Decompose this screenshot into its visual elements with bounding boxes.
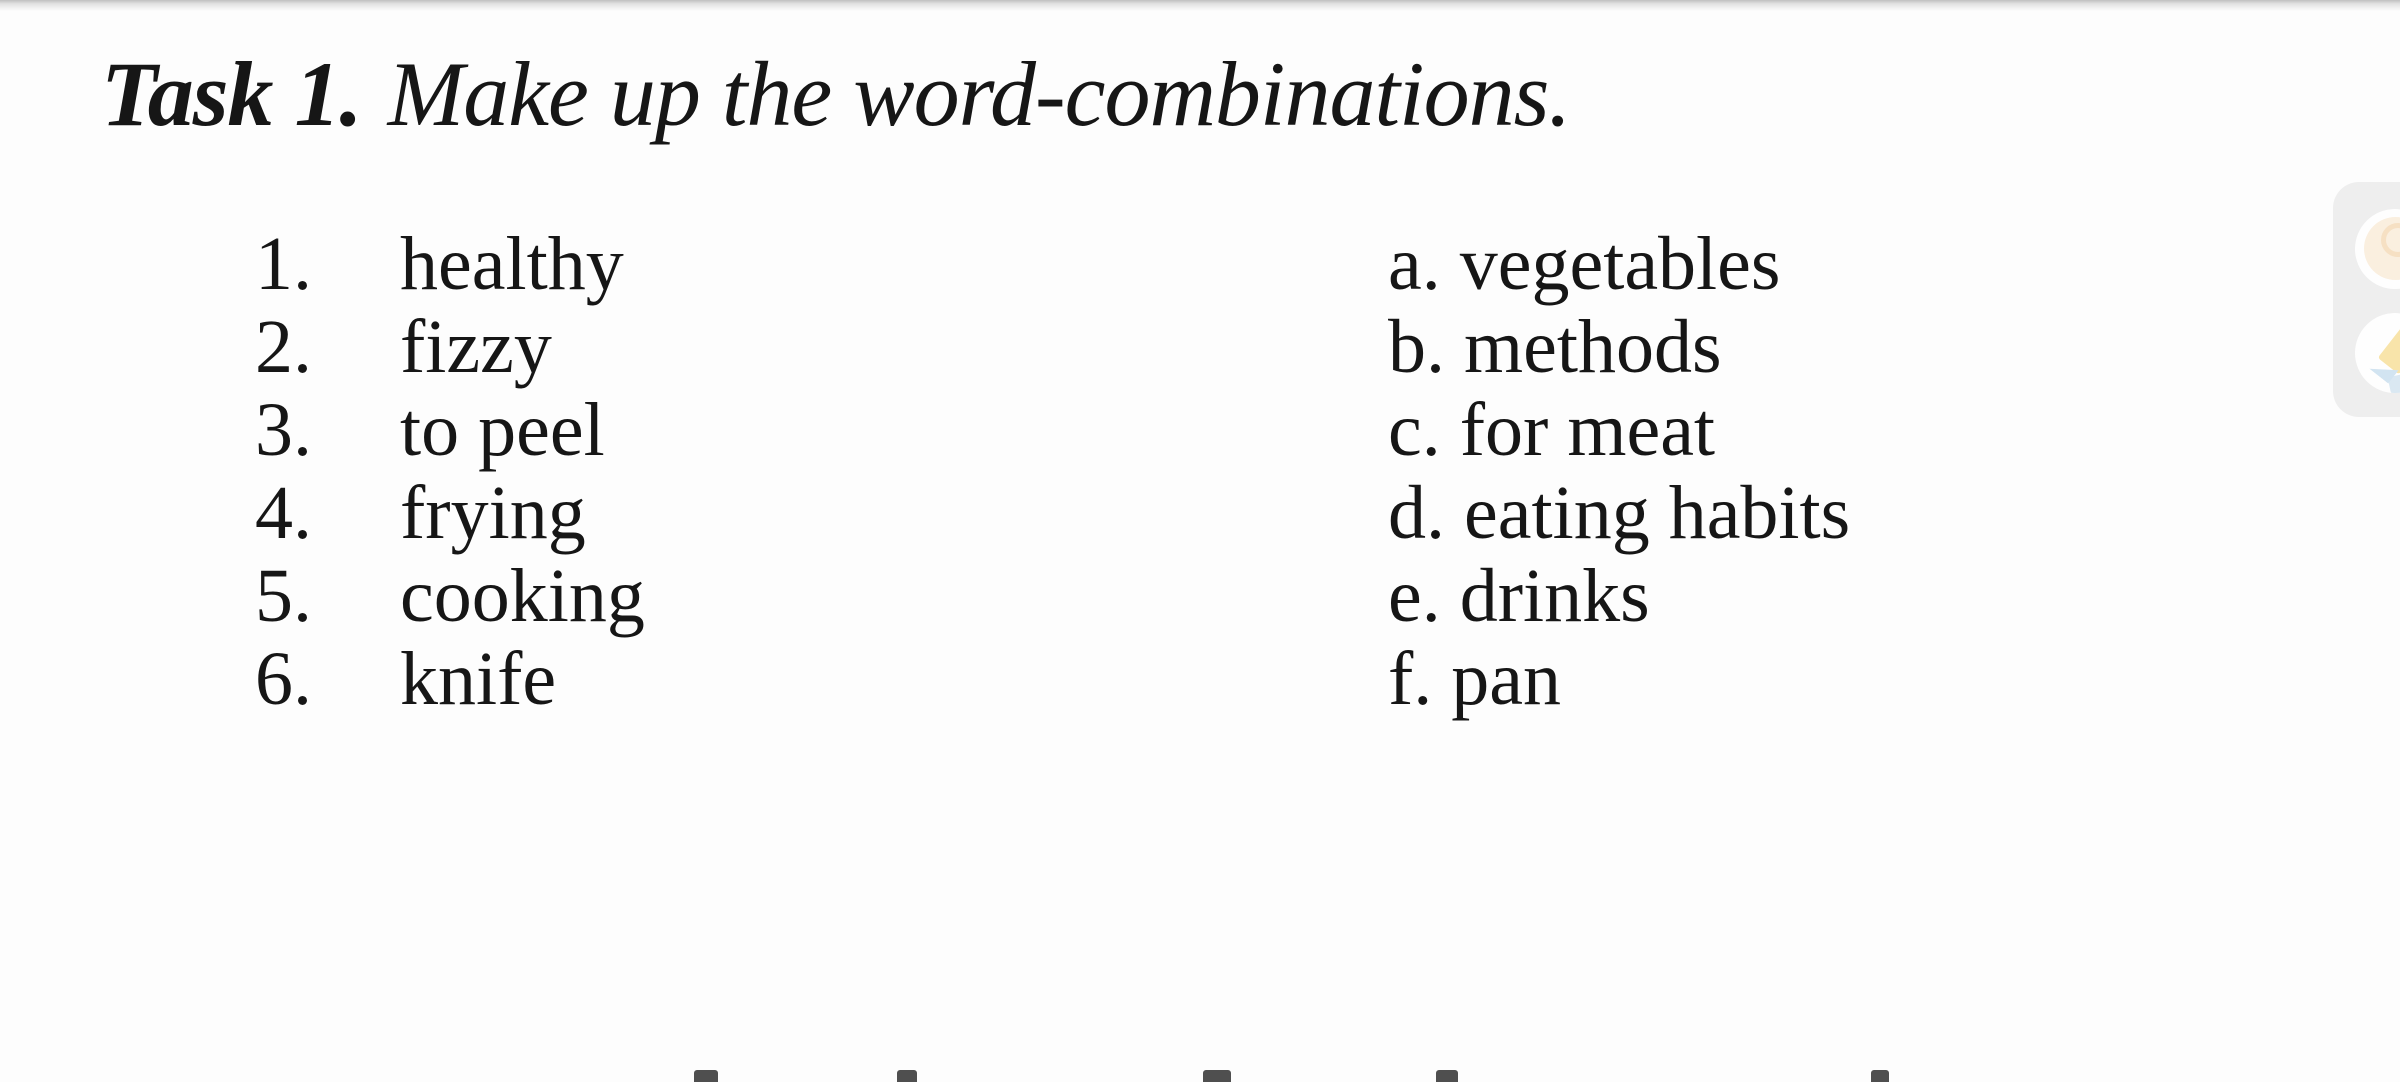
task-title-text: Make up the word-combinations. (387, 43, 1571, 145)
list-number: 2. (255, 305, 312, 389)
floating-toolbar (2333, 182, 2400, 417)
list-item: healthy (400, 222, 624, 306)
list-number: 6. (255, 637, 312, 721)
list-number: 3. (255, 388, 312, 472)
list-item: to peel (400, 388, 605, 472)
list-number: 4. (255, 471, 312, 555)
matching-right-option-column (1388, 223, 1850, 721)
cutoff-text-mark (1203, 1070, 1231, 1082)
task-title-number: Task 1. (101, 43, 362, 145)
cutoff-text-mark (1871, 1070, 1889, 1082)
list-number: 1. (255, 222, 312, 306)
sticker-button[interactable] (2355, 209, 2400, 289)
list-item: b. methods (1388, 305, 1722, 389)
list-item: knife (400, 637, 557, 721)
cutoff-text-mark (694, 1070, 718, 1082)
list-item: c. for meat (1388, 388, 1716, 472)
matching-left-number-column (255, 223, 312, 721)
cutoff-text-mark (897, 1070, 917, 1082)
list-item: a. vegetables (1388, 222, 1781, 306)
pencil-icon (2378, 322, 2400, 375)
list-number: 5. (255, 554, 312, 638)
edit-button[interactable] (2355, 313, 2400, 393)
list-item: e. drinks (1388, 554, 1650, 638)
cutoff-text-mark (1436, 1070, 1458, 1082)
list-item: frying (400, 471, 586, 555)
list-item: f. pan (1388, 637, 1562, 721)
top-edge-shadow (0, 0, 2400, 11)
list-item: d. eating habits (1388, 471, 1851, 555)
list-item: fizzy (400, 305, 552, 389)
matching-left-word-column (400, 223, 645, 721)
task-title (101, 43, 1571, 145)
list-item: cooking (400, 554, 645, 638)
